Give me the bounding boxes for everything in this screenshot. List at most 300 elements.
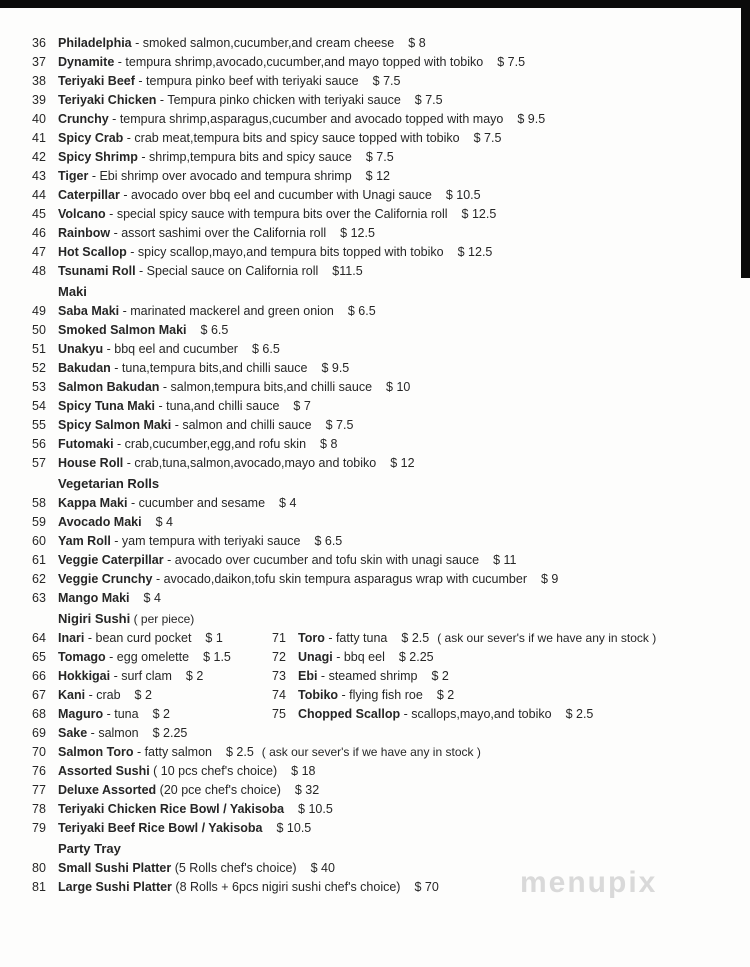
menu-item <box>32 262 363 281</box>
menu-row <box>32 359 738 378</box>
item-price: $ 9 <box>541 572 559 586</box>
item-description: avocado over bbq eel and cucumber with Unagi sauce <box>130 188 432 202</box>
item-separator: - <box>159 380 171 394</box>
menu-row <box>32 53 738 72</box>
menu-item <box>32 705 272 724</box>
item-price: $ 7 <box>293 399 311 413</box>
menu-item <box>32 551 516 570</box>
item-price: $ 2 <box>436 688 455 702</box>
menu-row <box>32 724 738 743</box>
item-name: Maguro <box>58 707 104 721</box>
menu-row <box>32 148 738 167</box>
item-name: Sake <box>58 726 88 740</box>
menu-row <box>32 551 738 570</box>
item-separator: - <box>123 456 135 470</box>
item-separator: - <box>110 669 122 683</box>
item-number: 78 <box>32 802 46 816</box>
menu-item <box>32 686 272 705</box>
item-description: crab,tuna,salmon,avocado,mayo and tobiko <box>134 456 377 470</box>
item-separator: - <box>400 707 412 721</box>
menu-row <box>32 186 738 205</box>
item-name: Unagi <box>298 650 333 664</box>
item-price: $ 12.5 <box>461 207 497 221</box>
menu-row <box>32 205 738 224</box>
menu-item <box>32 494 296 513</box>
item-name: Tobiko <box>298 688 339 702</box>
item-description: spicy scallop,mayo,and tempura bits topped with tobiko <box>137 245 444 259</box>
item-name: Teriyaki Chicken <box>58 93 157 107</box>
menu-item <box>272 648 434 667</box>
menu-item <box>32 629 272 648</box>
item-name: Smoked Salmon Maki <box>58 323 187 337</box>
item-separator: - <box>324 631 336 645</box>
item-name: Tsunami Roll <box>58 264 136 278</box>
item-description: Special sauce on California roll <box>146 264 319 278</box>
menu-item <box>32 378 410 397</box>
item-separator: - <box>105 650 117 664</box>
scan-edge-top <box>0 0 750 8</box>
item-description: (5 Rolls chef's choice) <box>174 861 297 875</box>
item-separator: - <box>332 650 344 664</box>
item-name: Kani <box>58 688 86 702</box>
menu-item <box>32 762 315 781</box>
item-price: $11.5 <box>332 264 363 278</box>
menu-item <box>272 629 656 648</box>
item-price: $ 11 <box>493 553 517 567</box>
item-separator: - <box>119 188 131 202</box>
item-description: tempura shrimp,avocado,cucumber,and mayo topped with tobiko <box>125 55 484 69</box>
item-name: Spicy Shrimp <box>58 150 138 164</box>
menu <box>32 34 738 897</box>
item-description: avocado over cucumber and tofu skin with unagi sauce <box>174 553 480 567</box>
item-description: salmon and chilli sauce <box>182 418 312 432</box>
item-note: ( ask our sever's if we have any in stock ) <box>261 745 481 759</box>
item-separator: - <box>88 169 100 183</box>
item-price: $ 12.5 <box>457 245 493 259</box>
item-separator: - <box>133 745 145 759</box>
menu-row <box>32 819 738 838</box>
item-name: Tomago <box>58 650 106 664</box>
item-number: 48 <box>32 264 46 278</box>
item-number: 41 <box>32 131 46 145</box>
item-description: tempura pinko beef with teriyaki sauce <box>146 74 359 88</box>
item-number: 45 <box>32 207 46 221</box>
item-number: 36 <box>32 36 46 50</box>
item-name: Futomaki <box>58 437 114 451</box>
menu-row <box>32 648 738 667</box>
item-price: $ 7.5 <box>414 93 443 107</box>
menu-item <box>32 53 525 72</box>
menu-row <box>32 435 738 454</box>
menu-item <box>32 340 280 359</box>
section-heading-suffix: ( per piece) <box>130 612 195 626</box>
item-number: 42 <box>32 150 46 164</box>
item-name: Avocado Maki <box>58 515 142 529</box>
menu-row <box>32 321 738 340</box>
item-number: 54 <box>32 399 46 413</box>
item-separator: - <box>127 496 139 510</box>
item-note: ( ask our sever's if we have any in stock ) <box>437 631 657 645</box>
menu-item <box>32 91 443 110</box>
item-price: $ 12.5 <box>340 226 375 240</box>
item-description: flying fish roe <box>349 688 423 702</box>
item-description: yam tempura with teriyaki sauce <box>121 534 301 548</box>
menu-item <box>32 589 161 608</box>
item-number: 73 <box>272 669 286 683</box>
menu-row <box>32 781 738 800</box>
item-number: 63 <box>32 591 46 605</box>
item-price: $ 2.5 <box>225 745 254 759</box>
item-separator: - <box>155 399 167 413</box>
item-separator: - <box>126 245 138 259</box>
menu-item <box>32 800 333 819</box>
menu-row <box>32 72 738 91</box>
menu-row <box>32 129 738 148</box>
item-price: $ 2 <box>185 669 204 683</box>
item-description: (20 pce chef's choice) <box>159 783 281 797</box>
item-description: ( 10 pcs chef's choice) <box>153 764 278 778</box>
item-price: $ 1.5 <box>203 650 231 664</box>
scan-edge-right <box>741 0 750 278</box>
item-price: $ 70 <box>414 880 439 894</box>
item-number: 67 <box>32 688 46 702</box>
section-heading <box>58 609 738 629</box>
menu-item <box>272 705 593 724</box>
item-number: 47 <box>32 245 46 259</box>
item-number: 62 <box>32 572 46 586</box>
menu-row <box>32 340 738 359</box>
item-number: 59 <box>32 515 46 529</box>
item-number: 69 <box>32 726 46 740</box>
section-heading <box>58 474 738 494</box>
item-description: crab meat,tempura bits and spicy sauce topped with tobiko <box>134 131 460 145</box>
menu-item <box>32 167 390 186</box>
item-price: $ 9.5 <box>517 112 546 126</box>
menu-item <box>32 878 439 897</box>
item-separator: - <box>110 361 122 375</box>
item-name: Veggie Crunchy <box>58 572 153 586</box>
item-number: 55 <box>32 418 46 432</box>
section-heading-text: Maki <box>58 284 87 299</box>
menu-item <box>32 648 272 667</box>
item-number: 56 <box>32 437 46 451</box>
menu-item <box>32 243 492 262</box>
item-description: tempura shrimp,asparagus,cucumber and avocado topped with mayo <box>119 112 504 126</box>
menu-row <box>32 743 738 762</box>
item-price: $ 7.5 <box>473 131 502 145</box>
menu-item <box>32 148 394 167</box>
menu-row <box>32 513 738 532</box>
item-separator: - <box>131 36 143 50</box>
item-description: bbq eel and cucumber <box>114 342 238 356</box>
menu-row <box>32 570 738 589</box>
item-description: egg omelette <box>116 650 190 664</box>
menu-row <box>32 705 738 724</box>
item-separator: - <box>135 264 147 278</box>
menu-item <box>32 129 501 148</box>
menu-item <box>32 819 311 838</box>
item-number: 50 <box>32 323 46 337</box>
item-separator: - <box>171 418 183 432</box>
menu-item <box>32 224 375 243</box>
menu-row <box>32 589 738 608</box>
section-heading-text: Vegetarian Rolls <box>58 476 160 491</box>
item-number: 65 <box>32 650 46 664</box>
menu-item <box>32 416 353 435</box>
item-number: 40 <box>32 112 46 126</box>
item-name: Tiger <box>58 169 89 183</box>
item-separator: - <box>110 534 122 548</box>
item-name: Bakudan <box>58 361 111 375</box>
item-price: $ 40 <box>310 861 335 875</box>
item-number: 77 <box>32 783 46 797</box>
item-price: $ 7.5 <box>365 150 394 164</box>
menu-row <box>32 302 738 321</box>
item-price: $ 8 <box>320 437 338 451</box>
item-description: crab <box>96 688 121 702</box>
item-name: Saba Maki <box>58 304 120 318</box>
item-number: 51 <box>32 342 46 356</box>
section-heading-text: Party Tray <box>58 841 121 856</box>
item-number: 66 <box>32 669 46 683</box>
section-heading <box>58 282 738 302</box>
item-name: Teriyaki Beef Rice Bowl / Yakisoba <box>58 821 263 835</box>
item-number: 68 <box>32 707 46 721</box>
menu-item <box>32 454 415 473</box>
item-price: $ 2 <box>431 669 449 683</box>
item-name: Mango Maki <box>58 591 130 605</box>
item-name: Volcano <box>58 207 106 221</box>
menu-row <box>32 454 738 473</box>
menu-item <box>32 743 481 762</box>
item-price: $ 1 <box>205 631 223 645</box>
item-description: tuna <box>114 707 139 721</box>
item-separator: - <box>85 688 97 702</box>
item-name: Philadelphia <box>58 36 132 50</box>
menu-item <box>32 72 400 91</box>
item-separator: - <box>113 437 125 451</box>
menu-row <box>32 34 738 53</box>
item-price: $ 10.5 <box>298 802 333 816</box>
item-description: shrimp,tempura bits and spicy sauce <box>149 150 352 164</box>
item-number: 70 <box>32 745 46 759</box>
menu-row <box>32 762 738 781</box>
item-name: Unakyu <box>58 342 104 356</box>
item-number: 60 <box>32 534 46 548</box>
item-name: Large Sushi Platter <box>58 880 172 894</box>
item-price: $ 4 <box>155 515 173 529</box>
menu-item <box>32 667 272 686</box>
item-separator: - <box>84 631 96 645</box>
item-price: $ 4 <box>279 496 297 510</box>
item-name: Spicy Tuna Maki <box>58 399 156 413</box>
item-price: $ 32 <box>294 783 320 797</box>
item-description: marinated mackerel and green onion <box>130 304 334 318</box>
item-number: 76 <box>32 764 46 778</box>
item-price: $ 2 <box>152 707 170 721</box>
item-price: $ 6.5 <box>314 534 343 548</box>
section-heading <box>58 839 738 859</box>
menu-row <box>32 167 738 186</box>
menu-row <box>32 397 738 416</box>
item-separator: - <box>103 342 115 356</box>
menu-item <box>32 302 376 321</box>
item-price: $ 7.5 <box>497 55 526 69</box>
item-description: surf clam <box>121 669 172 683</box>
item-number: 74 <box>272 688 286 702</box>
item-description: steamed shrimp <box>328 669 418 683</box>
item-description: assort sashimi over the California roll <box>121 226 327 240</box>
item-price: $ 12 <box>365 169 391 183</box>
item-description: bbq eel <box>343 650 385 664</box>
item-separator: - <box>108 112 120 126</box>
menu-row <box>32 110 738 129</box>
item-name: Chopped Scallop <box>298 707 401 721</box>
menu-item <box>272 667 449 686</box>
menu-item <box>32 570 558 589</box>
menu-item <box>272 686 454 705</box>
item-separator: - <box>110 226 122 240</box>
item-description: scallops,mayo,and tobiko <box>411 707 552 721</box>
item-name: Caterpillar <box>58 188 120 202</box>
item-name: Rainbow <box>58 226 111 240</box>
menu-item <box>32 321 228 340</box>
item-description: smoked salmon,cucumber,and cream cheese <box>142 36 395 50</box>
item-price: $ 6.5 <box>347 304 376 318</box>
item-number: 75 <box>272 707 286 721</box>
item-separator: - <box>114 55 126 69</box>
item-number: 53 <box>32 380 46 394</box>
item-price: $ 2 <box>134 688 152 702</box>
menu-row <box>32 416 738 435</box>
menu-item <box>32 781 319 800</box>
item-name: Salmon Bakudan <box>58 380 160 394</box>
item-separator: - <box>103 707 115 721</box>
item-description: Tempura pinko chicken with teriyaki sauce <box>167 93 401 107</box>
item-separator: - <box>317 669 329 683</box>
item-number: 61 <box>32 553 46 567</box>
item-number: 49 <box>32 304 46 318</box>
item-number: 44 <box>32 188 46 202</box>
menu-item <box>32 110 545 129</box>
item-description: fatty tuna <box>335 631 388 645</box>
item-description: salmon <box>98 726 139 740</box>
item-price: $ 7.5 <box>325 418 354 432</box>
item-price: $ 7.5 <box>372 74 401 88</box>
item-number: 79 <box>32 821 46 835</box>
item-description: cucumber and sesame <box>138 496 266 510</box>
item-name: Teriyaki Beef <box>58 74 135 88</box>
item-description: fatty salmon <box>144 745 212 759</box>
item-description: tuna,tempura bits,and chilli sauce <box>121 361 308 375</box>
item-name: Dynamite <box>58 55 115 69</box>
menu-row <box>32 686 738 705</box>
menu-item <box>32 205 496 224</box>
item-number: 46 <box>32 226 46 240</box>
item-number: 39 <box>32 93 46 107</box>
item-price: $ 12 <box>390 456 415 470</box>
item-separator: - <box>338 688 350 702</box>
menu-item <box>32 532 342 551</box>
item-name: Inari <box>58 631 85 645</box>
menu-item <box>32 34 426 53</box>
menu-row <box>32 262 738 281</box>
item-separator: - <box>152 572 164 586</box>
item-name: Deluxe Assorted <box>58 783 157 797</box>
menu-item <box>32 186 481 205</box>
menu-item <box>32 435 337 454</box>
item-description: (8 Rolls + 6pcs nigiri sushi chef's choice) <box>175 880 401 894</box>
menu-row <box>32 494 738 513</box>
item-separator: - <box>163 553 175 567</box>
item-number: 81 <box>32 880 46 894</box>
menu-item <box>32 397 311 416</box>
item-description: crab,cucumber,egg,and rofu skin <box>124 437 307 451</box>
item-price: $ 2.5 <box>401 631 430 645</box>
item-price: $ 4 <box>143 591 161 605</box>
menu-row <box>32 224 738 243</box>
item-price: $ 10 <box>386 380 411 394</box>
item-name: House Roll <box>58 456 124 470</box>
menu-row <box>32 800 738 819</box>
item-name: Teriyaki Chicken Rice Bowl / Yakisoba <box>58 802 285 816</box>
item-price: $ 6.5 <box>200 323 229 337</box>
item-separator: - <box>123 131 135 145</box>
item-description: tuna,and chilli sauce <box>166 399 280 413</box>
section-heading-text: Nigiri Sushi <box>58 611 131 626</box>
menu-row <box>32 91 738 110</box>
item-separator: - <box>156 93 168 107</box>
item-price: $ 10.5 <box>276 821 312 835</box>
menupix-watermark: menupix <box>520 866 658 899</box>
item-number: 43 <box>32 169 46 183</box>
item-price: $ 2.25 <box>152 726 188 740</box>
item-separator: - <box>105 207 117 221</box>
item-name: Hokkigai <box>58 669 111 683</box>
menu-row <box>32 243 738 262</box>
item-name: Kappa Maki <box>58 496 128 510</box>
item-number: 80 <box>32 861 46 875</box>
item-number: 57 <box>32 456 46 470</box>
item-number: 58 <box>32 496 46 510</box>
item-name: Yam Roll <box>58 534 111 548</box>
item-number: 38 <box>32 74 46 88</box>
menu-row <box>32 378 738 397</box>
item-description: bean curd pocket <box>95 631 192 645</box>
item-name: Assorted Sushi <box>58 764 150 778</box>
menu-row <box>32 532 738 551</box>
item-number: 64 <box>32 631 46 645</box>
item-separator: - <box>87 726 99 740</box>
item-description: Ebi shrimp over avocado and tempura shrimp <box>99 169 352 183</box>
menu-item <box>32 513 173 532</box>
item-number: 71 <box>272 631 286 645</box>
item-name: Spicy Salmon Maki <box>58 418 172 432</box>
item-description: special spicy sauce with tempura bits over the California roll <box>116 207 448 221</box>
item-price: $ 10.5 <box>445 188 481 202</box>
menu-item <box>32 359 349 378</box>
menu-row <box>32 629 738 648</box>
item-separator: - <box>119 304 131 318</box>
item-name: Ebi <box>298 669 318 683</box>
item-price: $ 8 <box>408 36 426 50</box>
menu-item <box>32 859 335 878</box>
item-name: Crunchy <box>58 112 109 126</box>
item-price: $ 18 <box>291 764 316 778</box>
item-number: 72 <box>272 650 286 664</box>
item-name: Veggie Caterpillar <box>58 553 164 567</box>
item-number: 52 <box>32 361 46 375</box>
